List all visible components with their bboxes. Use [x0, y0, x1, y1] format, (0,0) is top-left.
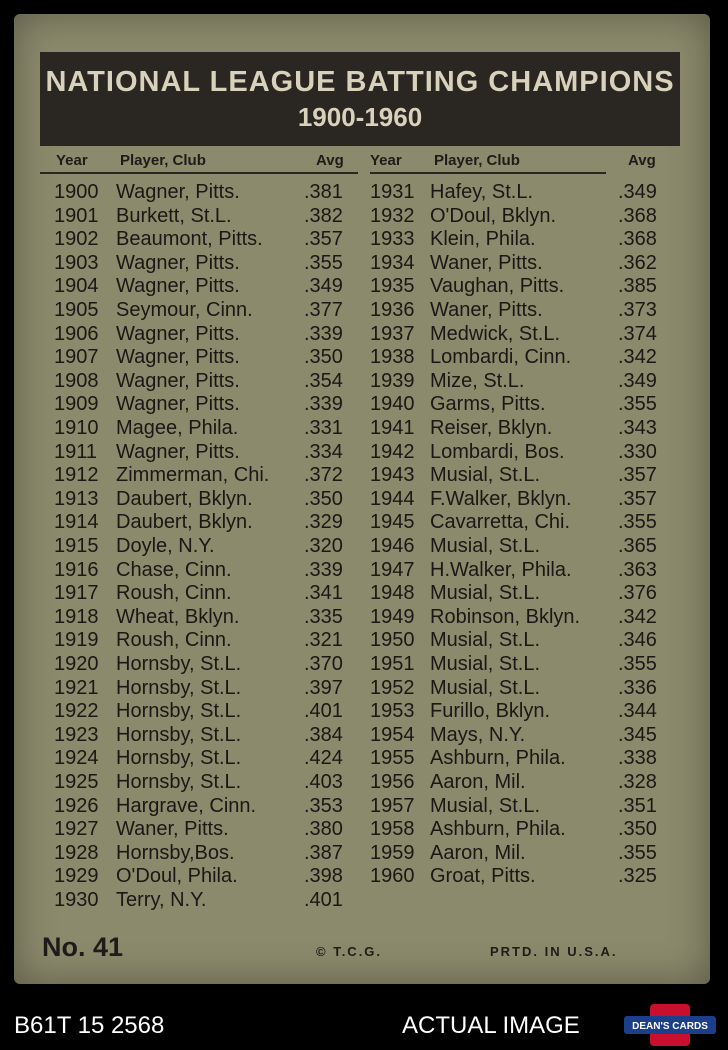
year-cell: 1947 — [370, 558, 415, 581]
table-row-right — [14, 817, 694, 841]
player-cell: Wagner, Pitts. — [116, 393, 240, 416]
year-cell: 1943 — [370, 464, 415, 487]
player-cell: O'Doul, Bklyn. — [430, 204, 557, 227]
avg-cell: .345 — [618, 723, 657, 746]
table-row-left — [14, 888, 694, 912]
year-cell: 1918 — [54, 605, 99, 628]
player-cell: Hornsby,Bos. — [116, 841, 235, 864]
year-cell: 1903 — [54, 251, 99, 274]
player-cell: Groat, Pitts. — [430, 865, 536, 888]
table-row-right — [14, 487, 694, 511]
avg-cell: .397 — [304, 676, 343, 699]
header-banner — [40, 52, 680, 146]
player-cell: Doyle, N.Y. — [116, 535, 215, 557]
player-cell: Chase, Cinn. — [116, 558, 232, 581]
year-cell: 1923 — [54, 723, 99, 746]
year-cell: 1957 — [370, 794, 415, 817]
player-cell: Vaughan, Pitts. — [430, 275, 565, 298]
player-cell: Hornsby, St.L. — [116, 676, 242, 699]
avg-cell: .328 — [618, 771, 657, 793]
year-cell: 1925 — [54, 771, 99, 793]
table-row-right — [14, 723, 694, 747]
player-cell: Lombardi, Bos. — [430, 440, 565, 463]
avg-cell: .398 — [304, 865, 343, 888]
avg-cell: .365 — [618, 535, 657, 557]
player-cell: Wagner, Pitts. — [116, 346, 240, 369]
table-row-right — [14, 274, 694, 298]
player-cell: Beaumont, Pitts. — [116, 228, 263, 251]
table-row-right — [14, 298, 694, 322]
player-cell: Cavarretta, Chi. — [430, 511, 571, 534]
player-cell: Seymour, Cinn. — [116, 299, 253, 321]
avg-cell: .343 — [618, 417, 657, 439]
year-cell: 1926 — [54, 794, 99, 817]
avg-cell: .349 — [618, 181, 657, 203]
table-row-right — [14, 251, 694, 275]
avg-cell: .384 — [304, 723, 343, 746]
header-rule-left — [40, 172, 358, 174]
year-cell: 1906 — [54, 322, 99, 345]
player-cell: Hornsby, St.L. — [116, 653, 242, 675]
year-cell: 1935 — [370, 275, 415, 298]
copyright: © T.C.G. — [316, 944, 383, 959]
avg-cell: .349 — [304, 275, 343, 298]
year-cell: 1927 — [54, 818, 99, 841]
col-player-right: Player, Club — [434, 152, 520, 169]
year-cell: 1930 — [54, 889, 99, 911]
year-cell: 1911 — [54, 440, 98, 463]
col-player-left: Player, Club — [120, 152, 206, 169]
table-row-right — [14, 416, 694, 440]
year-cell: 1955 — [370, 747, 415, 770]
year-cell: 1913 — [54, 487, 99, 510]
year-cell: 1916 — [54, 558, 99, 581]
table-row-right — [14, 699, 694, 723]
year-cell: 1924 — [54, 747, 99, 770]
avg-cell: .424 — [304, 747, 343, 770]
avg-cell: .381 — [304, 181, 343, 203]
player-cell: Wagner, Pitts. — [116, 440, 240, 463]
year-cell: 1946 — [370, 535, 415, 557]
player-cell: Hornsby, St.L. — [116, 747, 242, 770]
year-cell: 1915 — [54, 535, 99, 557]
year-cell: 1938 — [370, 346, 415, 369]
player-cell: Wagner, Pitts. — [116, 369, 240, 392]
player-cell: Musial, St.L. — [430, 535, 541, 557]
year-cell: 1929 — [54, 865, 99, 888]
year-cell: 1932 — [370, 204, 415, 227]
table-row-right — [14, 864, 694, 888]
player-cell: Hornsby, St.L. — [116, 771, 242, 793]
col-year-right: Year — [370, 152, 402, 169]
year-cell: 1914 — [54, 511, 99, 534]
table-row-right — [14, 841, 694, 865]
year-cell: 1941 — [370, 417, 415, 439]
year-cell: 1900 — [54, 181, 99, 203]
table-row-right — [14, 628, 694, 652]
player-cell: Terry, N.Y. — [116, 889, 207, 911]
year-cell: 1937 — [370, 322, 415, 345]
table-row-right — [14, 204, 694, 228]
avg-cell: .339 — [304, 322, 343, 345]
avg-cell: .403 — [304, 771, 343, 793]
player-cell: Hafey, St.L. — [430, 181, 534, 203]
year-cell: 1960 — [370, 865, 415, 888]
avg-cell: .339 — [304, 393, 343, 416]
table-row-right — [14, 558, 694, 582]
avg-cell: .354 — [304, 369, 343, 392]
printed-in: PRTD. IN U.S.A. — [490, 944, 618, 959]
player-cell: Wagner, Pitts. — [116, 181, 240, 203]
avg-cell: .339 — [304, 558, 343, 581]
year-cell: 1934 — [370, 251, 415, 274]
player-cell: Waner, Pitts. — [116, 818, 229, 841]
player-cell: F.Walker, Bklyn. — [430, 487, 572, 510]
avg-cell: .338 — [618, 747, 657, 770]
year-cell: 1942 — [370, 440, 415, 463]
col-year-left: Year — [56, 152, 88, 169]
year-cell: 1922 — [54, 700, 99, 723]
player-cell: Musial, St.L. — [430, 676, 541, 699]
avg-cell: .349 — [618, 369, 657, 392]
year-cell: 1905 — [54, 299, 99, 321]
avg-cell: .382 — [304, 204, 343, 227]
avg-cell: .342 — [618, 605, 657, 628]
player-cell: Hornsby, St.L. — [116, 700, 242, 723]
player-cell: Garms, Pitts. — [430, 393, 546, 416]
avg-cell: .363 — [618, 558, 657, 581]
player-cell: Ashburn, Phila. — [430, 747, 566, 770]
actual-image-label: ACTUAL IMAGE — [402, 1012, 580, 1039]
avg-cell: .350 — [304, 346, 343, 369]
avg-cell: .374 — [618, 322, 657, 345]
card-subtitle: 1900-1960 — [297, 102, 423, 132]
avg-cell: .357 — [618, 487, 657, 510]
year-cell: 1939 — [370, 369, 415, 392]
card-number: No. 41 — [42, 932, 124, 962]
avg-cell: .387 — [304, 841, 343, 864]
player-cell: Wheat, Bklyn. — [116, 605, 240, 628]
table-row-right — [14, 392, 694, 416]
player-cell: Reiser, Bklyn. — [430, 417, 553, 439]
year-cell: 1948 — [370, 582, 415, 605]
player-cell: Roush, Cinn. — [116, 582, 232, 605]
year-cell: 1950 — [370, 629, 415, 652]
avg-cell: .372 — [304, 464, 343, 487]
player-cell: Magee, Phila. — [116, 417, 239, 439]
player-cell: Ashburn, Phila. — [430, 818, 566, 841]
player-cell: Zimmerman, Chi. — [116, 464, 270, 487]
table-row-right — [14, 227, 694, 251]
table-row-right — [14, 180, 694, 204]
avg-cell: .368 — [618, 204, 657, 227]
avg-cell: .401 — [304, 700, 343, 723]
table-row-right — [14, 581, 694, 605]
table-row-right — [14, 369, 694, 393]
player-cell: Wagner, Pitts. — [116, 322, 240, 345]
table-row-right — [14, 345, 694, 369]
avg-cell: .346 — [618, 629, 657, 652]
avg-cell: .344 — [618, 700, 657, 723]
avg-cell: .330 — [618, 440, 657, 463]
player-cell: O'Doul, Phila. — [116, 865, 238, 888]
avg-cell: .376 — [618, 582, 657, 605]
avg-cell: .355 — [304, 251, 343, 274]
year-cell: 1901 — [54, 204, 99, 227]
player-cell: Wagner, Pitts. — [116, 275, 240, 298]
player-cell: Burkett, St.L. — [116, 204, 232, 227]
avg-cell: .362 — [618, 251, 657, 274]
player-cell: Lombardi, Cinn. — [430, 346, 572, 369]
year-cell: 1933 — [370, 228, 415, 251]
year-cell: 1907 — [54, 346, 99, 369]
avg-cell: .351 — [618, 794, 657, 817]
table-row-right — [14, 770, 694, 794]
player-cell: Aaron, Mil. — [430, 771, 526, 793]
player-cell: Daubert, Bklyn. — [116, 487, 253, 510]
avg-cell: .321 — [304, 629, 343, 652]
player-cell: Daubert, Bklyn. — [116, 511, 253, 534]
avg-cell: .401 — [304, 889, 343, 911]
avg-cell: .377 — [304, 299, 343, 321]
table-row-right — [14, 440, 694, 464]
avg-cell: .385 — [618, 275, 657, 298]
table-row-right — [14, 746, 694, 770]
avg-cell: .368 — [618, 228, 657, 251]
player-cell: Roush, Cinn. — [116, 629, 232, 652]
avg-cell: .380 — [304, 818, 343, 841]
player-cell: Musial, St.L. — [430, 629, 541, 652]
avg-cell: .325 — [618, 865, 657, 888]
table-row-right — [14, 534, 694, 558]
avg-cell: .320 — [304, 535, 343, 557]
avg-cell: .350 — [304, 487, 343, 510]
year-cell: 1953 — [370, 700, 415, 723]
player-cell: Aaron, Mil. — [430, 841, 526, 864]
year-cell: 1908 — [54, 369, 99, 392]
avg-cell: .329 — [304, 511, 343, 534]
avg-cell: .370 — [304, 653, 343, 675]
header-rule-right — [370, 172, 606, 174]
avg-cell: .355 — [618, 841, 657, 864]
avg-cell: .357 — [304, 228, 343, 251]
year-cell: 1952 — [370, 676, 415, 699]
avg-cell: .331 — [304, 417, 343, 439]
avg-cell: .335 — [304, 605, 343, 628]
year-cell: 1912 — [54, 464, 99, 487]
table-row-right — [14, 322, 694, 346]
player-cell: Mize, St.L. — [430, 369, 525, 392]
deans-cards-logo — [624, 1004, 716, 1046]
player-cell: Musial, St.L. — [430, 653, 541, 675]
year-cell: 1917 — [54, 582, 99, 605]
player-cell: Wagner, Pitts. — [116, 251, 240, 274]
player-cell: H.Walker, Phila. — [430, 558, 572, 581]
year-cell: 1959 — [370, 841, 415, 864]
year-cell: 1921 — [54, 676, 99, 699]
player-cell: Musial, St.L. — [430, 794, 541, 817]
logo-text: DEAN'S CARDS — [632, 1021, 708, 1032]
avg-cell: .357 — [618, 464, 657, 487]
player-cell: Robinson, Bklyn. — [430, 605, 581, 628]
year-cell: 1945 — [370, 511, 415, 534]
avg-cell: .341 — [304, 582, 343, 605]
year-cell: 1910 — [54, 417, 99, 439]
table-row-right — [14, 676, 694, 700]
player-cell: Hargrave, Cinn. — [116, 794, 257, 817]
table-row-right — [14, 605, 694, 629]
col-avg-left: Avg — [316, 152, 344, 169]
player-cell: Hornsby, St.L. — [116, 723, 242, 746]
avg-cell: .355 — [618, 511, 657, 534]
player-cell: Medwick, St.L. — [430, 322, 561, 345]
year-cell: 1920 — [54, 653, 99, 675]
avg-cell: .353 — [304, 794, 343, 817]
year-cell: 1931 — [370, 181, 415, 203]
player-cell: Waner, Pitts. — [430, 299, 543, 321]
year-cell: 1904 — [54, 275, 99, 298]
year-cell: 1949 — [370, 605, 415, 628]
avg-cell: .355 — [618, 393, 657, 416]
card-back — [14, 14, 710, 984]
year-cell: 1928 — [54, 841, 99, 864]
year-cell: 1958 — [370, 818, 415, 841]
avg-cell: .350 — [618, 818, 657, 841]
year-cell: 1951 — [370, 653, 415, 675]
player-cell: Musial, St.L. — [430, 464, 541, 487]
player-cell: Klein, Phila. — [430, 228, 536, 251]
avg-cell: .342 — [618, 346, 657, 369]
year-cell: 1919 — [54, 629, 99, 652]
table-row-right — [14, 463, 694, 487]
player-cell: Furillo, Bklyn. — [430, 700, 551, 723]
sku-label: B61T 15 2568 — [14, 1012, 165, 1039]
year-cell: 1954 — [370, 723, 415, 746]
year-cell: 1944 — [370, 487, 415, 510]
player-cell: Musial, St.L. — [430, 582, 541, 605]
avg-cell: .355 — [618, 653, 657, 675]
card-title: NATIONAL LEAGUE BATTING CHAMPIONS — [45, 66, 675, 98]
avg-cell: .373 — [618, 299, 657, 321]
year-cell: 1936 — [370, 299, 415, 321]
year-cell: 1902 — [54, 228, 99, 251]
avg-cell: .334 — [304, 440, 343, 463]
table-row-right — [14, 794, 694, 818]
table-row-right — [14, 510, 694, 534]
player-cell: Waner, Pitts. — [430, 251, 543, 274]
table-row-right — [14, 652, 694, 676]
player-cell: Mays, N.Y. — [430, 723, 526, 746]
year-cell: 1940 — [370, 393, 415, 416]
year-cell: 1909 — [54, 393, 99, 416]
col-avg-right: Avg — [628, 152, 656, 169]
year-cell: 1956 — [370, 771, 415, 793]
avg-cell: .336 — [618, 676, 657, 699]
